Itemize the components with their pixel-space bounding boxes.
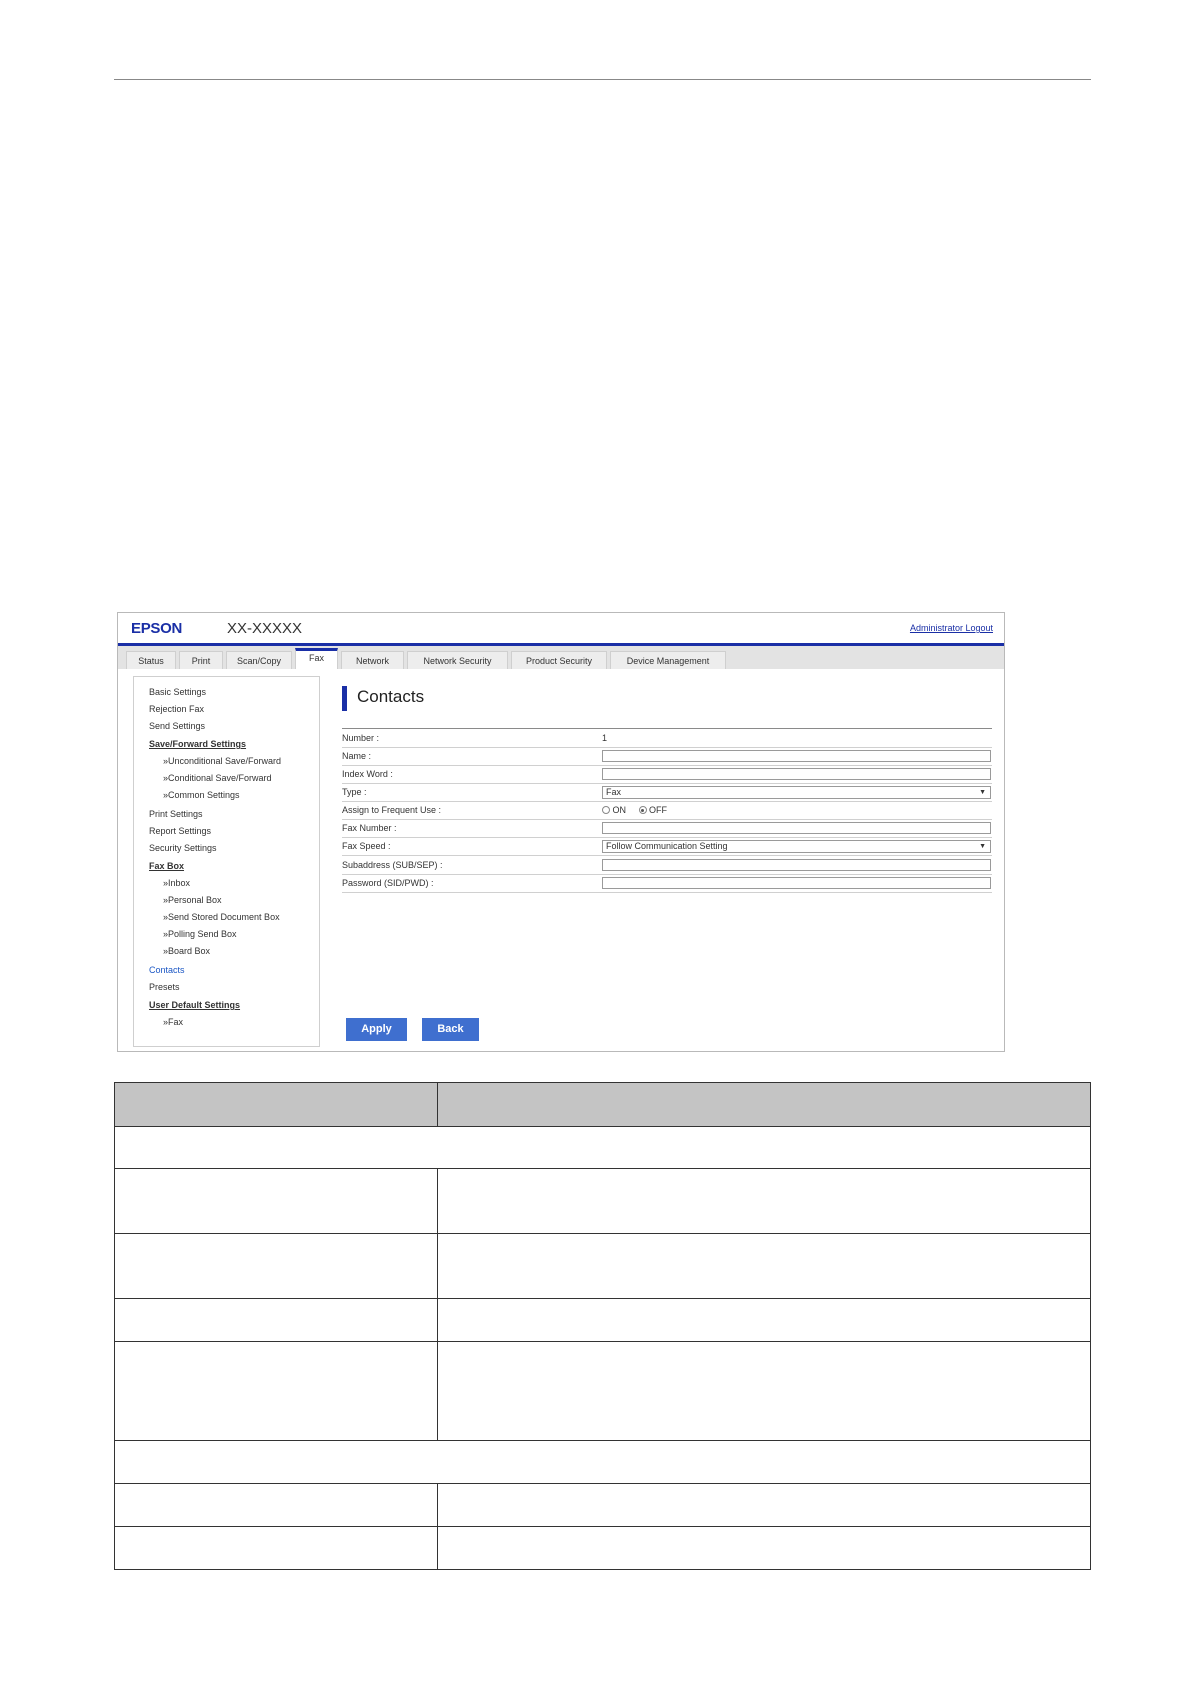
table-row xyxy=(115,1484,1091,1527)
app-header xyxy=(118,613,1004,646)
field-row-frequent-use xyxy=(342,802,992,820)
sidebar-item-polling-send-box[interactable]: »Polling Send Box xyxy=(163,929,237,939)
web-config-screenshot xyxy=(117,612,1005,1052)
tab-print[interactable]: Print xyxy=(179,651,223,669)
table-section-row xyxy=(115,1441,1091,1484)
frequent-use-label: Assign to Frequent Use : xyxy=(342,805,442,815)
apply-button[interactable]: Apply xyxy=(346,1018,407,1041)
fax-number-input[interactable] xyxy=(602,822,991,834)
brand-logo: EPSON xyxy=(131,620,183,637)
table-row xyxy=(115,1234,1091,1299)
password-input[interactable] xyxy=(602,877,991,889)
sidebar-item-inbox[interactable]: »Inbox xyxy=(163,878,191,888)
table-header-cell xyxy=(115,1083,438,1127)
tab-fax[interactable]: Fax xyxy=(295,648,338,669)
table-row xyxy=(115,1342,1091,1441)
table-cell xyxy=(438,1527,1091,1570)
field-row-password xyxy=(342,875,992,893)
sidebar-item-send-stored-document-box[interactable]: »Send Stored Document Box xyxy=(163,912,280,922)
frequent-off-label: OFF xyxy=(649,805,668,815)
table-header-cell xyxy=(438,1083,1091,1127)
tab-status[interactable]: Status xyxy=(126,651,176,669)
type-select-value: Fax xyxy=(606,787,622,797)
name-input[interactable] xyxy=(602,750,991,762)
sidebar-item-report-settings[interactable]: Report Settings xyxy=(149,826,212,836)
frequent-on-label: ON xyxy=(612,805,627,815)
table-section-cell xyxy=(115,1441,1091,1484)
main-tab-bar xyxy=(118,646,1004,669)
title-divider xyxy=(342,728,992,729)
fax-speed-select[interactable] xyxy=(602,840,991,853)
table-cell xyxy=(438,1234,1091,1299)
table-section-cell xyxy=(115,1127,1091,1169)
frequent-use-radio-group xyxy=(602,805,667,815)
model-name: XX-XXXXX xyxy=(227,620,303,637)
tab-scan-copy[interactable]: Scan/Copy xyxy=(226,651,292,669)
table-cell xyxy=(438,1299,1091,1342)
administrator-logout-link[interactable]: Administrator Logout xyxy=(909,623,993,633)
table-row xyxy=(115,1169,1091,1234)
index-word-input[interactable] xyxy=(602,768,991,780)
title-accent-bar xyxy=(342,686,347,711)
table-cell xyxy=(115,1299,438,1342)
field-row-subaddress xyxy=(342,857,992,875)
type-select[interactable] xyxy=(602,786,991,799)
sidebar-item-user-default-settings[interactable]: User Default Settings xyxy=(149,1000,241,1010)
sidebar-item-rejection-fax[interactable]: Rejection Fax xyxy=(149,704,205,714)
table-row xyxy=(115,1527,1091,1570)
subaddress-input[interactable] xyxy=(602,859,991,871)
tab-product-security[interactable]: Product Security xyxy=(511,651,607,669)
back-button[interactable]: Back xyxy=(422,1018,479,1041)
sidebar-item-presets[interactable]: Presets xyxy=(149,982,180,992)
sidebar-item-user-default-fax[interactable]: »Fax xyxy=(163,1017,184,1027)
tab-network-security[interactable]: Network Security xyxy=(407,651,508,669)
subaddress-label: Subaddress (SUB/SEP) : xyxy=(342,860,443,870)
number-label: Number : xyxy=(342,733,380,743)
dropdown-arrow-icon: ▼ xyxy=(979,843,986,850)
table-cell xyxy=(438,1484,1091,1527)
fax-speed-select-value: Follow Communication Setting xyxy=(606,841,728,851)
table-cell xyxy=(438,1342,1091,1441)
sidebar-item-unconditional-save-forward[interactable]: »Unconditional Save/Forward xyxy=(163,756,282,766)
sidebar-item-board-box[interactable]: »Board Box xyxy=(163,946,211,956)
field-row-number xyxy=(342,730,992,748)
fax-sidebar xyxy=(133,676,320,1047)
sidebar-item-basic-settings[interactable]: Basic Settings xyxy=(149,687,207,697)
sidebar-item-fax-box[interactable]: Fax Box xyxy=(149,861,185,871)
field-row-fax-speed xyxy=(342,838,992,856)
table-header-row xyxy=(115,1083,1091,1127)
sidebar-item-contacts[interactable]: Contacts xyxy=(149,965,185,975)
tab-device-management[interactable]: Device Management xyxy=(610,651,726,669)
table-cell xyxy=(115,1527,438,1570)
frequent-off-radio[interactable] xyxy=(639,806,647,814)
fax-speed-label: Fax Speed : xyxy=(342,841,391,851)
page-top-rule xyxy=(114,79,1091,80)
sidebar-item-personal-box[interactable]: »Personal Box xyxy=(163,895,222,905)
name-label: Name : xyxy=(342,751,372,761)
index-word-label: Index Word : xyxy=(342,769,393,779)
table-cell xyxy=(115,1169,438,1234)
sidebar-item-print-settings[interactable]: Print Settings xyxy=(149,809,203,819)
field-row-name xyxy=(342,748,992,766)
table-row xyxy=(115,1299,1091,1342)
password-label: Password (SID/PWD) : xyxy=(342,878,434,888)
sidebar-item-security-settings[interactable]: Security Settings xyxy=(149,843,217,853)
description-table xyxy=(114,1082,1091,1570)
table-cell xyxy=(115,1342,438,1441)
dropdown-arrow-icon: ▼ xyxy=(979,789,986,796)
sidebar-item-save-forward-settings[interactable]: Save/Forward Settings xyxy=(149,739,247,749)
fax-number-label: Fax Number : xyxy=(342,823,397,833)
field-row-index-word xyxy=(342,766,992,784)
table-cell xyxy=(115,1234,438,1299)
sidebar-item-common-settings[interactable]: »Common Settings xyxy=(163,790,240,800)
sidebar-item-conditional-save-forward[interactable]: »Conditional Save/Forward xyxy=(163,773,272,783)
table-cell xyxy=(115,1484,438,1527)
frequent-on-radio[interactable] xyxy=(602,806,610,814)
tab-network[interactable]: Network xyxy=(341,651,404,669)
field-row-fax-number xyxy=(342,820,992,838)
table-cell xyxy=(438,1169,1091,1234)
type-label: Type : xyxy=(342,787,367,797)
field-row-type xyxy=(342,784,992,802)
sidebar-item-send-settings[interactable]: Send Settings xyxy=(149,721,206,731)
table-section-row xyxy=(115,1127,1091,1169)
number-value: 1 xyxy=(602,733,608,743)
page-title: Contacts xyxy=(357,687,425,706)
